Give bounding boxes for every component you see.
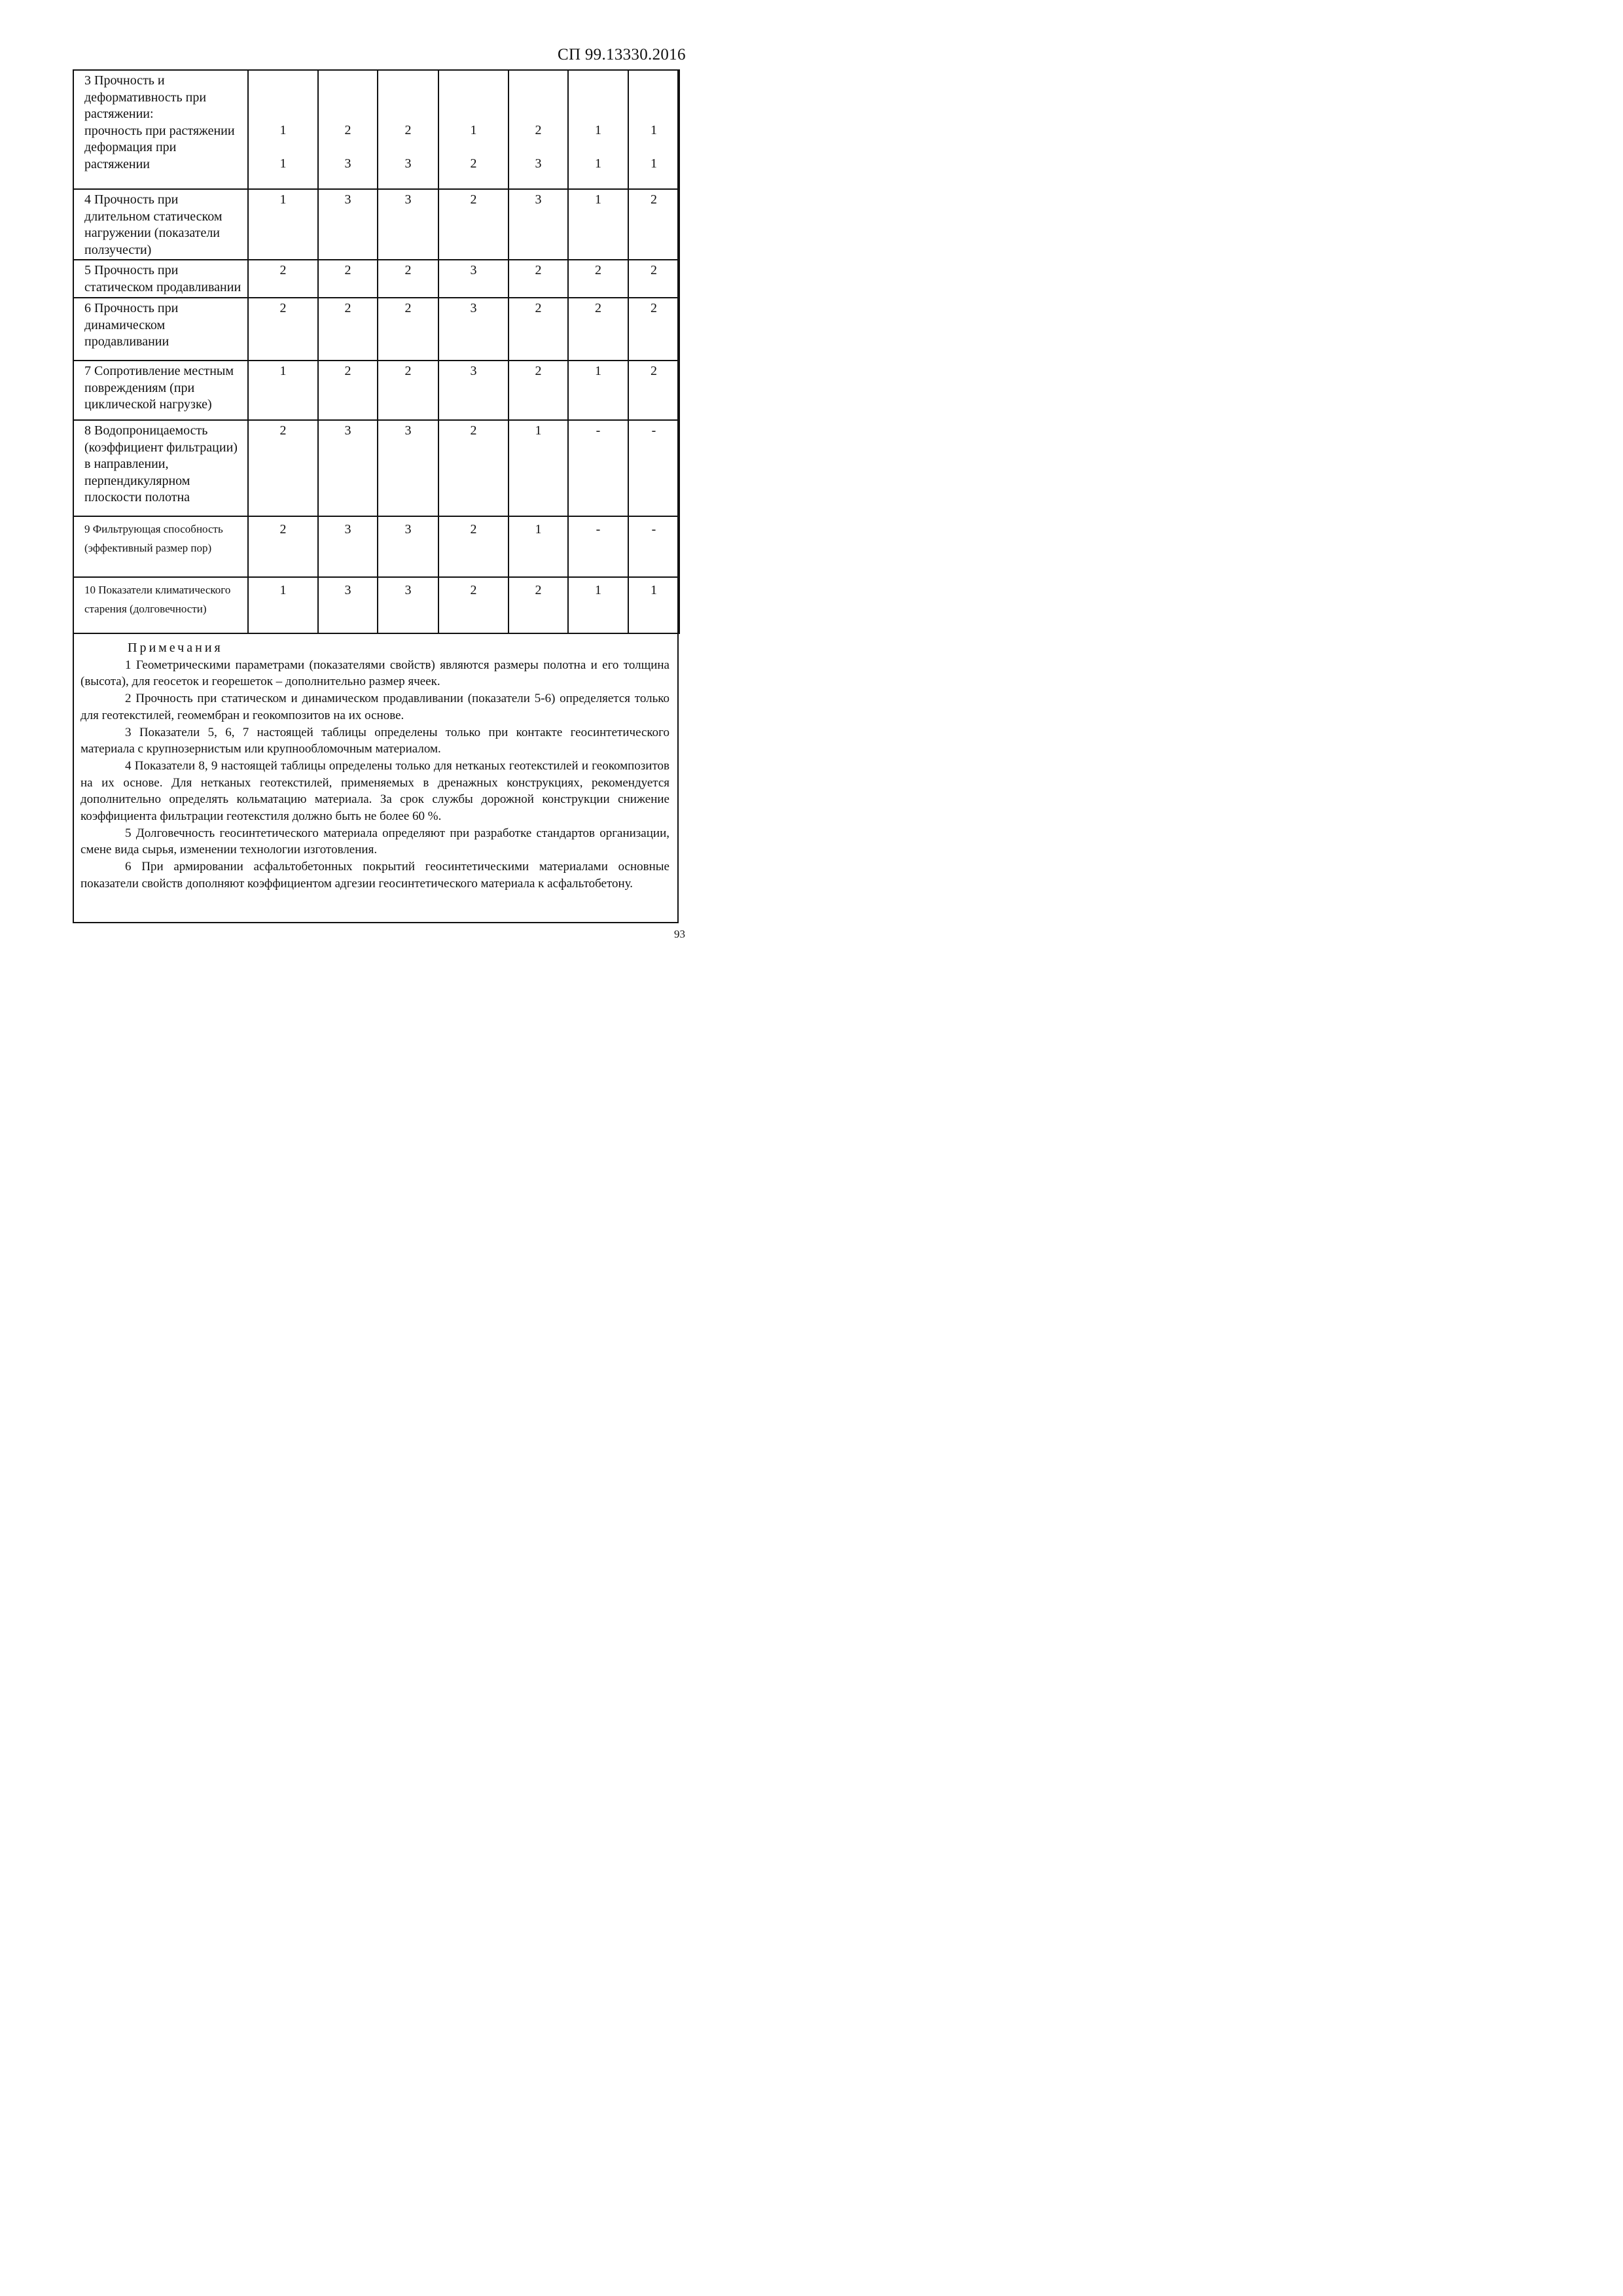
value-cell: 2	[628, 189, 679, 260]
value-cell: 3	[438, 361, 508, 420]
value-cell	[508, 70, 568, 189]
row-heading: 3 Прочность и деформативность при растяжении:	[84, 73, 207, 121]
value-cell: 1	[508, 516, 568, 577]
note-item: 5 Долговечность геосинтетического материала определяют при разработке стандартов организации, смене вида сырья, изменении технологии изготовления.	[80, 826, 669, 857]
value-cell: 3	[378, 577, 438, 633]
note-item: 6 При армировании асфальтобетонных покрытий геосинтетическими материалами основные показатели свойств дополняют коэффициентом адгезии геосинтетического материала к асфальтобетону.	[80, 860, 669, 891]
value-cell: 1	[628, 577, 679, 633]
value-cell: -	[628, 420, 679, 516]
value: 1	[279, 123, 287, 137]
value-cell: 3	[378, 516, 438, 577]
value-cell	[248, 70, 318, 189]
table-row	[73, 516, 679, 577]
value-cell: 2	[318, 361, 378, 420]
value-cell: 3	[318, 577, 378, 633]
value-cell: 3	[378, 420, 438, 516]
value-cell: 3	[318, 516, 378, 577]
value-cell: 2	[628, 260, 679, 298]
row-label: 4 Прочность при длительном статическом нагружении (показатели ползучести)	[73, 189, 248, 260]
value-cell: 2	[318, 260, 378, 298]
value-cell: 2	[248, 298, 318, 361]
value-cell	[318, 70, 378, 189]
page-number: 93	[674, 928, 685, 940]
value-cell: 2	[378, 260, 438, 298]
value: 1	[595, 156, 601, 171]
value: 1	[651, 123, 657, 137]
value-cell: 2	[568, 298, 628, 361]
value-cell: 1	[568, 189, 628, 260]
note-item: 4 Показатели 8, 9 настоящей таблицы определены только для нетканых геотекстилей и геокомпозитов на их основе. Для нетканых геотекстилей, применяемых в дренажных конструкциях, рекомендуется дополнительно определять кольматацию материала. За срок службы дорожной конструкции снижение коэффициента фильтрации геотекстиля должно быть не более 60 %.	[80, 758, 669, 824]
table-row	[73, 298, 679, 361]
value: 2	[404, 123, 412, 137]
value-cell: 2	[568, 260, 628, 298]
value-cell: 2	[438, 516, 508, 577]
table-row	[73, 577, 679, 633]
row-label: 9 Фильтрующая способность (эффективный размер пор)	[73, 516, 248, 577]
value-cell: 1	[508, 420, 568, 516]
row-label	[73, 70, 248, 189]
value-cell	[378, 70, 438, 189]
value: 2	[470, 156, 477, 171]
value-cell	[628, 70, 679, 189]
table-row	[73, 420, 679, 516]
value-cell: -	[628, 516, 679, 577]
row-label: 7 Сопротивление местным повреждениям (при циклической нагрузке)	[73, 361, 248, 420]
note-item: 3 Показатели 5, 6, 7 настоящей таблицы определены только при контакте геосинтетического материала с крупнозернистым или крупнообломочным материалом.	[80, 725, 669, 756]
value-cell: -	[568, 516, 628, 577]
notes-title: Примечания	[128, 641, 223, 655]
value-cell: 3	[318, 189, 378, 260]
value-cell: -	[568, 420, 628, 516]
sub-row-label: деформация при растяжении	[84, 140, 177, 171]
table-row	[73, 260, 679, 298]
value-cell: 1	[248, 577, 318, 633]
value-cell: 3	[318, 420, 378, 516]
value: 1	[651, 156, 657, 171]
value-cell	[568, 70, 628, 189]
value-cell: 2	[438, 420, 508, 516]
value-cell: 3	[378, 189, 438, 260]
sub-row-label: прочность при растяжении	[84, 123, 235, 138]
value-cell: 2	[628, 298, 679, 361]
table-row	[73, 189, 679, 260]
row-label: 6 Прочность при динамическом продавливании	[73, 298, 248, 361]
value-cell: 2	[248, 420, 318, 516]
table-row	[73, 361, 679, 420]
row-label: 8 Водопроницаемость (коэффициент фильтрации) в направлении, перпендикулярном плоскости полотна	[73, 420, 248, 516]
value: 2	[344, 123, 351, 137]
document-code: СП 99.13330.2016	[558, 46, 686, 63]
value-cell	[438, 70, 508, 189]
row-label: 10 Показатели климатического старения (долговечности)	[73, 577, 248, 633]
row-label: 5 Прочность при статическом продавливании	[73, 260, 248, 298]
value-cell: 2	[508, 260, 568, 298]
value-cell: 2	[508, 298, 568, 361]
note-item: 1 Геометрическими параметрами (показателями свойств) являются размеры полотна и его толщина (высота), для геосеток и георешеток – дополнительно размер ячеек.	[80, 658, 669, 689]
value-cell: 2	[508, 361, 568, 420]
value: 3	[535, 156, 542, 171]
value: 1	[279, 156, 287, 171]
value-cell: 1	[568, 577, 628, 633]
value-cell: 2	[438, 577, 508, 633]
value-cell: 2	[628, 361, 679, 420]
value-cell: 3	[438, 260, 508, 298]
value-cell: 2	[248, 516, 318, 577]
value-cell: 2	[318, 298, 378, 361]
value: 1	[470, 123, 477, 137]
properties-table	[73, 69, 680, 634]
value: 3	[344, 156, 351, 171]
value-cell: 2	[508, 577, 568, 633]
value-cell: 3	[438, 298, 508, 361]
value-cell: 1	[248, 189, 318, 260]
notes-block	[80, 640, 669, 892]
value-cell: 2	[378, 298, 438, 361]
value-cell: 2	[438, 189, 508, 260]
value-cell: 1	[568, 361, 628, 420]
value: 3	[404, 156, 412, 171]
value: 1	[595, 123, 601, 137]
value-cell: 2	[248, 260, 318, 298]
value-cell: 1	[248, 361, 318, 420]
value: 2	[535, 123, 542, 137]
value-cell: 2	[378, 361, 438, 420]
note-item: 2 Прочность при статическом и динамическом продавливании (показатели 5-6) определяется только для геотекстилей, геомембран и геокомпозитов на их основе.	[80, 692, 669, 722]
value-cell: 3	[508, 189, 568, 260]
table-row	[73, 70, 679, 189]
